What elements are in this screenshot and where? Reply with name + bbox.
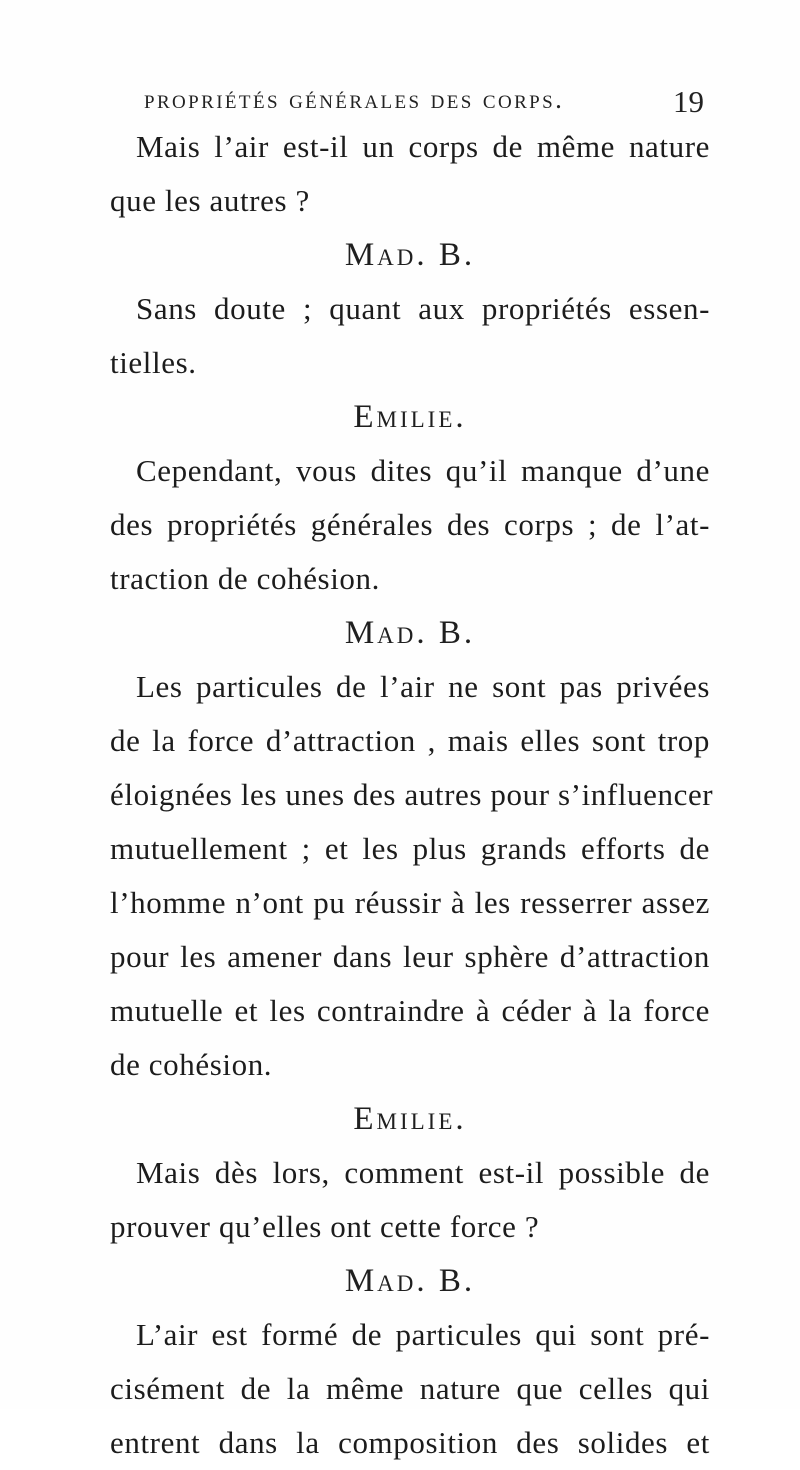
speaker-name: Mad. B. xyxy=(344,237,476,273)
page-number: 19 xyxy=(673,84,704,119)
text-line: tielles. xyxy=(110,345,197,380)
running-head: propriétés générales des corps. xyxy=(144,84,565,114)
text-line: prouver qu’elles ont cette force ? xyxy=(110,1209,540,1244)
text-line: entrent dans la composition des solides et xyxy=(110,1425,710,1460)
text-line: mutuellement ; et les plus grands efforts de xyxy=(110,831,710,866)
text-line: mutuelle et les contraindre à céder à la force xyxy=(110,993,710,1028)
text-line: Les particules de l’air ne sont pas privées xyxy=(136,669,710,704)
speaker-name: Mad. B. xyxy=(344,615,476,651)
text-line: éloignées les unes des autres pour s’influencer xyxy=(110,777,714,812)
text-line: de la force d’attraction , mais elles sont trop xyxy=(110,723,710,758)
body-text xyxy=(110,120,714,1470)
text-line: L’air est formé de particules qui sont pré- xyxy=(136,1317,710,1352)
text-line: l’homme n’ont pu réussir à les resserrer assez xyxy=(110,885,710,920)
text-line: des propriétés générales des corps ; de l’at- xyxy=(110,507,710,542)
text-line: pour les amener dans leur sphère d’attraction xyxy=(110,939,710,974)
text-line: que les autres ? xyxy=(110,183,310,218)
speaker-name: Emilie. xyxy=(353,1101,467,1137)
text-line: Cependant, vous dites qu’il manque d’une xyxy=(136,453,710,488)
text-line: de cohésion. xyxy=(110,1047,273,1082)
text-line: Mais l’air est-il un corps de même nature xyxy=(136,129,710,164)
text-line: traction de cohésion. xyxy=(110,561,380,596)
text-line: Sans doute ; quant aux propriétés essen- xyxy=(136,291,710,326)
text-line: Mais dès lors, comment est-il possible de xyxy=(136,1155,710,1190)
speaker-name: Mad. B. xyxy=(344,1263,476,1299)
text-line: cisément de la même nature que celles qui xyxy=(110,1371,710,1406)
speaker-name: Emilie. xyxy=(353,399,467,435)
